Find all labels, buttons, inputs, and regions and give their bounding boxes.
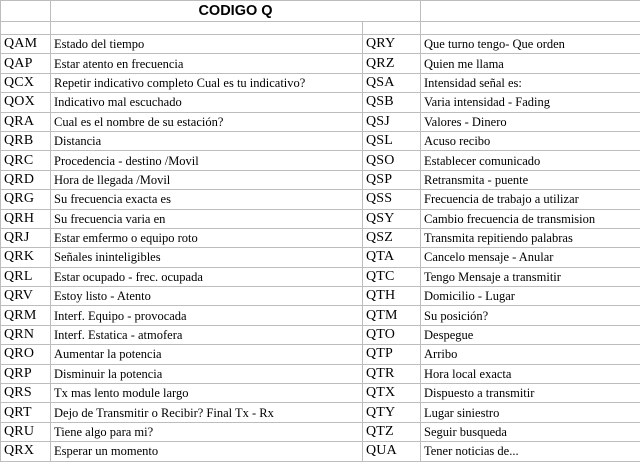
meaning-cell[interactable]: Interf. Estatica - atmofera (51, 325, 363, 344)
q-code-cell[interactable]: QRL (1, 267, 51, 286)
table-row (1, 209, 640, 228)
q-code-cell[interactable]: QRC (1, 151, 51, 170)
q-code-cell[interactable]: QTC (363, 267, 421, 286)
meaning-cell[interactable]: Tener noticias de... (421, 442, 640, 461)
meaning-cell[interactable]: Retransmita - puente (421, 170, 640, 189)
q-code-cell[interactable]: QSL (363, 131, 421, 150)
page-title[interactable]: CODIGO Q (51, 1, 421, 22)
table-row (1, 54, 640, 73)
meaning-cell[interactable]: Acuso recibo (421, 131, 640, 150)
meaning-cell[interactable]: Intensidad señal es: (421, 73, 640, 92)
q-code-cell[interactable]: QRD (1, 170, 51, 189)
q-code-cell[interactable]: QRX (1, 442, 51, 461)
meaning-cell[interactable]: Su frecuencia varia en (51, 209, 363, 228)
meaning-cell[interactable]: Que turno tengo- Que orden (421, 35, 640, 54)
q-code-cell[interactable]: QRG (1, 190, 51, 209)
q-code-cell[interactable]: QRN (1, 325, 51, 344)
q-code-cell[interactable]: QRJ (1, 228, 51, 247)
meaning-cell[interactable]: Su frecuencia exacta es (51, 190, 363, 209)
q-code-cell[interactable]: QRK (1, 248, 51, 267)
q-code-cell[interactable]: QRH (1, 209, 51, 228)
table-row (1, 190, 640, 209)
q-code-cell[interactable]: QTH (363, 287, 421, 306)
table-row (1, 112, 640, 131)
q-code-cell[interactable]: QSZ (363, 228, 421, 247)
q-code-cell[interactable]: QRB (1, 131, 51, 150)
table-row (1, 364, 640, 383)
q-code-cell[interactable]: QSY (363, 209, 421, 228)
meaning-cell[interactable]: Dispuesto a transmitir (421, 384, 640, 403)
meaning-cell[interactable]: Frecuencia de trabajo a utilizar (421, 190, 640, 209)
q-code-cell[interactable]: QTO (363, 325, 421, 344)
table-row (1, 35, 640, 54)
meaning-cell[interactable]: Arribo (421, 345, 640, 364)
table-row (1, 93, 640, 112)
meaning-cell[interactable]: Distancia (51, 131, 363, 150)
empty-cell[interactable] (421, 1, 640, 22)
meaning-cell[interactable]: Cual es el nombre de su estación? (51, 112, 363, 131)
table-row (1, 345, 640, 364)
q-code-cell[interactable]: QRA (1, 112, 51, 131)
q-code-cell[interactable]: QSO (363, 151, 421, 170)
meaning-cell[interactable]: Estar emfermo o equipo roto (51, 228, 363, 247)
table-row (1, 306, 640, 325)
meaning-cell[interactable]: Despegue (421, 325, 640, 344)
meaning-cell[interactable]: Cambio frecuencia de transmision (421, 209, 640, 228)
q-code-cell[interactable]: QRZ (363, 54, 421, 73)
empty-cell[interactable] (1, 1, 51, 22)
meaning-cell[interactable]: Quien me llama (421, 54, 640, 73)
q-code-cell[interactable]: QTM (363, 306, 421, 325)
q-code-cell[interactable]: QRT (1, 403, 51, 422)
meaning-cell[interactable]: Estar atento en frecuencia (51, 54, 363, 73)
meaning-cell[interactable]: Transmita repitiendo palabras (421, 228, 640, 247)
meaning-cell[interactable]: Domicilio - Lugar (421, 287, 640, 306)
table-row (1, 325, 640, 344)
meaning-cell[interactable]: Señales ininteligibles (51, 248, 363, 267)
table-row (1, 151, 640, 170)
meaning-cell[interactable]: Estado del tiempo (51, 35, 363, 54)
meaning-cell[interactable]: Repetir indicativo completo Cual es tu indicativo? (51, 73, 363, 92)
table-row (1, 228, 640, 247)
meaning-cell[interactable]: Tiene algo para mi? (51, 422, 363, 441)
table-row (1, 267, 640, 286)
empty-cell[interactable] (1, 22, 51, 35)
meaning-cell[interactable]: Indicativo mal escuchado (51, 93, 363, 112)
q-code-cell[interactable]: QCX (1, 73, 51, 92)
q-code-cell[interactable]: QAM (1, 35, 51, 54)
empty-cell[interactable] (421, 22, 640, 35)
q-code-table-body (1, 1, 640, 462)
q-code-cell[interactable]: QRM (1, 306, 51, 325)
meaning-cell[interactable]: Valores - Dinero (421, 112, 640, 131)
q-code-cell[interactable]: QSA (363, 73, 421, 92)
meaning-cell[interactable]: Tengo Mensaje a transmitir (421, 267, 640, 286)
blank-row (1, 22, 640, 35)
table-row (1, 131, 640, 150)
meaning-cell[interactable]: Hora de llegada /Movil (51, 170, 363, 189)
q-code-cell[interactable]: QTY (363, 403, 421, 422)
meaning-cell[interactable]: Disminuir la potencia (51, 364, 363, 383)
table-row (1, 442, 640, 461)
table-row (1, 73, 640, 92)
meaning-cell[interactable]: Tx mas lento module largo (51, 384, 363, 403)
table-row (1, 248, 640, 267)
q-code-cell[interactable]: QRY (363, 35, 421, 54)
q-code-cell[interactable]: QSJ (363, 112, 421, 131)
meaning-cell[interactable]: Su posición? (421, 306, 640, 325)
table-row (1, 384, 640, 403)
q-code-cell[interactable]: QTZ (363, 422, 421, 441)
q-code-cell[interactable]: QSS (363, 190, 421, 209)
q-code-cell[interactable]: QTA (363, 248, 421, 267)
meaning-cell[interactable]: Procedencia - destino /Movil (51, 151, 363, 170)
meaning-cell[interactable]: Lugar siniestro (421, 403, 640, 422)
meaning-cell[interactable]: Establecer comunicado (421, 151, 640, 170)
meaning-cell[interactable]: Estoy listo - Atento (51, 287, 363, 306)
empty-cell[interactable] (363, 22, 421, 35)
meaning-cell[interactable]: Estar ocupado - frec. ocupada (51, 267, 363, 286)
title-row (1, 1, 640, 22)
table-row (1, 422, 640, 441)
q-code-cell[interactable]: QRP (1, 364, 51, 383)
empty-cell[interactable] (51, 22, 363, 35)
q-code-cell[interactable]: QSB (363, 93, 421, 112)
q-code-cell[interactable]: QRO (1, 345, 51, 364)
q-code-cell[interactable]: QSP (363, 170, 421, 189)
q-code-cell[interactable]: QRS (1, 384, 51, 403)
table-row (1, 403, 640, 422)
meaning-cell[interactable]: Hora local exacta (421, 364, 640, 383)
q-code-cell[interactable]: QUA (363, 442, 421, 461)
meaning-cell[interactable]: Dejo de Transmitir o Recibir? Final Tx - Rx (51, 403, 363, 422)
q-code-cell[interactable]: QTP (363, 345, 421, 364)
q-code-cell[interactable]: QTX (363, 384, 421, 403)
q-code-cell[interactable]: QTR (363, 364, 421, 383)
meaning-cell[interactable]: Varia intensidad - Fading (421, 93, 640, 112)
q-code-cell[interactable]: QRU (1, 422, 51, 441)
meaning-cell[interactable]: Esperar un momento (51, 442, 363, 461)
meaning-cell[interactable]: Cancelo mensaje - Anular (421, 248, 640, 267)
meaning-cell[interactable]: Aumentar la potencia (51, 345, 363, 364)
meaning-cell[interactable]: Seguir busqueda (421, 422, 640, 441)
table-row (1, 170, 640, 189)
q-code-cell[interactable]: QRV (1, 287, 51, 306)
q-code-cell[interactable]: QOX (1, 93, 51, 112)
meaning-cell[interactable]: Interf. Equipo - provocada (51, 306, 363, 325)
q-code-cell[interactable]: QAP (1, 54, 51, 73)
table-row (1, 287, 640, 306)
